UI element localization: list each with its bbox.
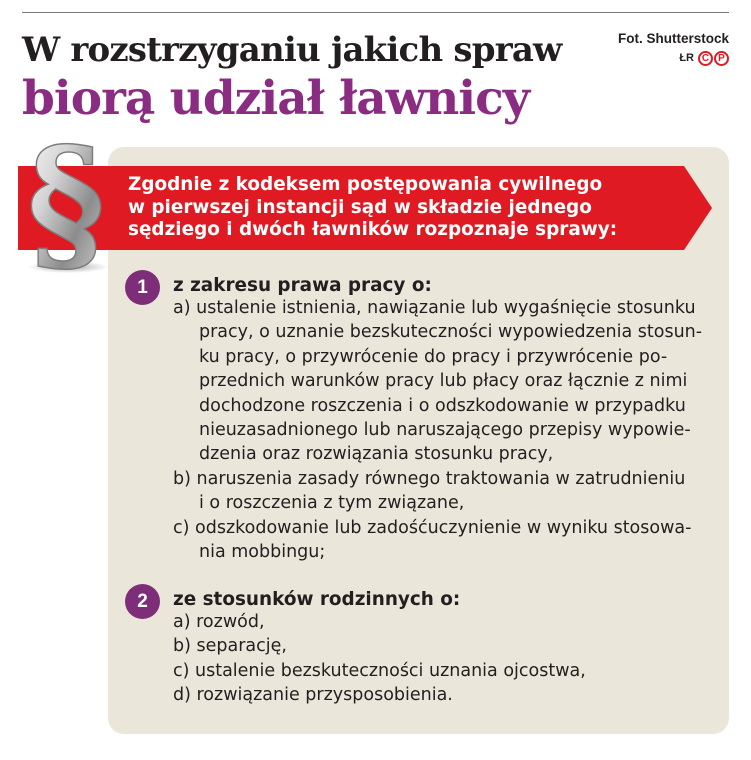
item-line: dzenia oraz rozwiązania stosunku pracy, <box>199 444 554 465</box>
list-item <box>173 467 702 516</box>
item-line: dochodzone roszczenia i o odszkodowanie w przypadku <box>199 395 686 416</box>
section-number-badge: 2 <box>125 584 160 619</box>
item-list <box>173 296 702 564</box>
item-line: a) ustalenie istnienia, nawiązanie lub wygaśnięcie stosunku <box>173 298 696 318</box>
item-line: b) naruszenia zasady równego traktowania w zatrudnieniu <box>173 468 686 489</box>
list-item <box>173 634 586 658</box>
publisher-logo-c: C <box>698 51 713 66</box>
banner-line: w pierwszej instancji sąd w składzie jednego <box>128 196 592 218</box>
item-line: c) ustalenie bezskuteczności uznania ojcostwa, <box>173 660 586 681</box>
banner-text <box>128 174 617 242</box>
item-line: pracy, o uznanie bezskuteczności wypowiedzenia stosun- <box>199 322 703 343</box>
item-line: nieuzasadnionego lub naruszającego przepisy wypowie- <box>199 420 691 441</box>
list-item <box>173 659 586 683</box>
title-line-2: biorą udział ławnicy <box>22 71 530 126</box>
photo-credit-block <box>618 30 729 67</box>
item-line: nia mobbingu; <box>199 542 326 563</box>
banner-line: sędziego i dwóch ławników rozpoznaje sprawy: <box>128 219 618 240</box>
svg-text:§: § <box>26 133 106 275</box>
section-heading: ze stosunków rodzinnych o: <box>173 589 461 610</box>
item-line: d) rozwiązanie przysposobienia. <box>173 685 453 706</box>
publisher-logo <box>698 51 729 66</box>
item-line: b) separację, <box>173 636 287 657</box>
title-line-1: W rozstrzyganiu jakich spraw <box>22 30 562 70</box>
item-list <box>173 610 586 708</box>
red-banner <box>18 166 712 250</box>
author-initials: ŁR <box>679 52 694 64</box>
list-item <box>173 610 586 634</box>
item-line: a) rozwód, <box>173 612 265 632</box>
banner-line: Zgodnie z kodeksem postępowania cywilnego <box>128 174 603 195</box>
section-number-badge: 1 <box>125 270 160 305</box>
list-item <box>173 296 702 467</box>
photo-credit: Fot. Shutterstock <box>617 31 729 46</box>
item-line: ku pracy, o przywrócenie do pracy i przywrócenie po- <box>199 346 668 367</box>
item-line: c) odszkodowanie lub zadośćuczynienie w wyniku stosowa- <box>173 517 692 538</box>
top-rule <box>22 12 729 13</box>
author-row <box>618 50 729 67</box>
section-heading: z zakresu prawa pracy o: <box>173 275 432 296</box>
list-item <box>173 516 702 565</box>
publisher-logo-p: P <box>714 51 729 66</box>
item-line: i o roszczenia z tym związane, <box>199 493 465 514</box>
item-line: przednich warunków pracy lub płacy oraz łącznie z nimi <box>199 371 688 392</box>
list-item <box>173 683 586 707</box>
paragraph-section-icon <box>18 133 114 275</box>
